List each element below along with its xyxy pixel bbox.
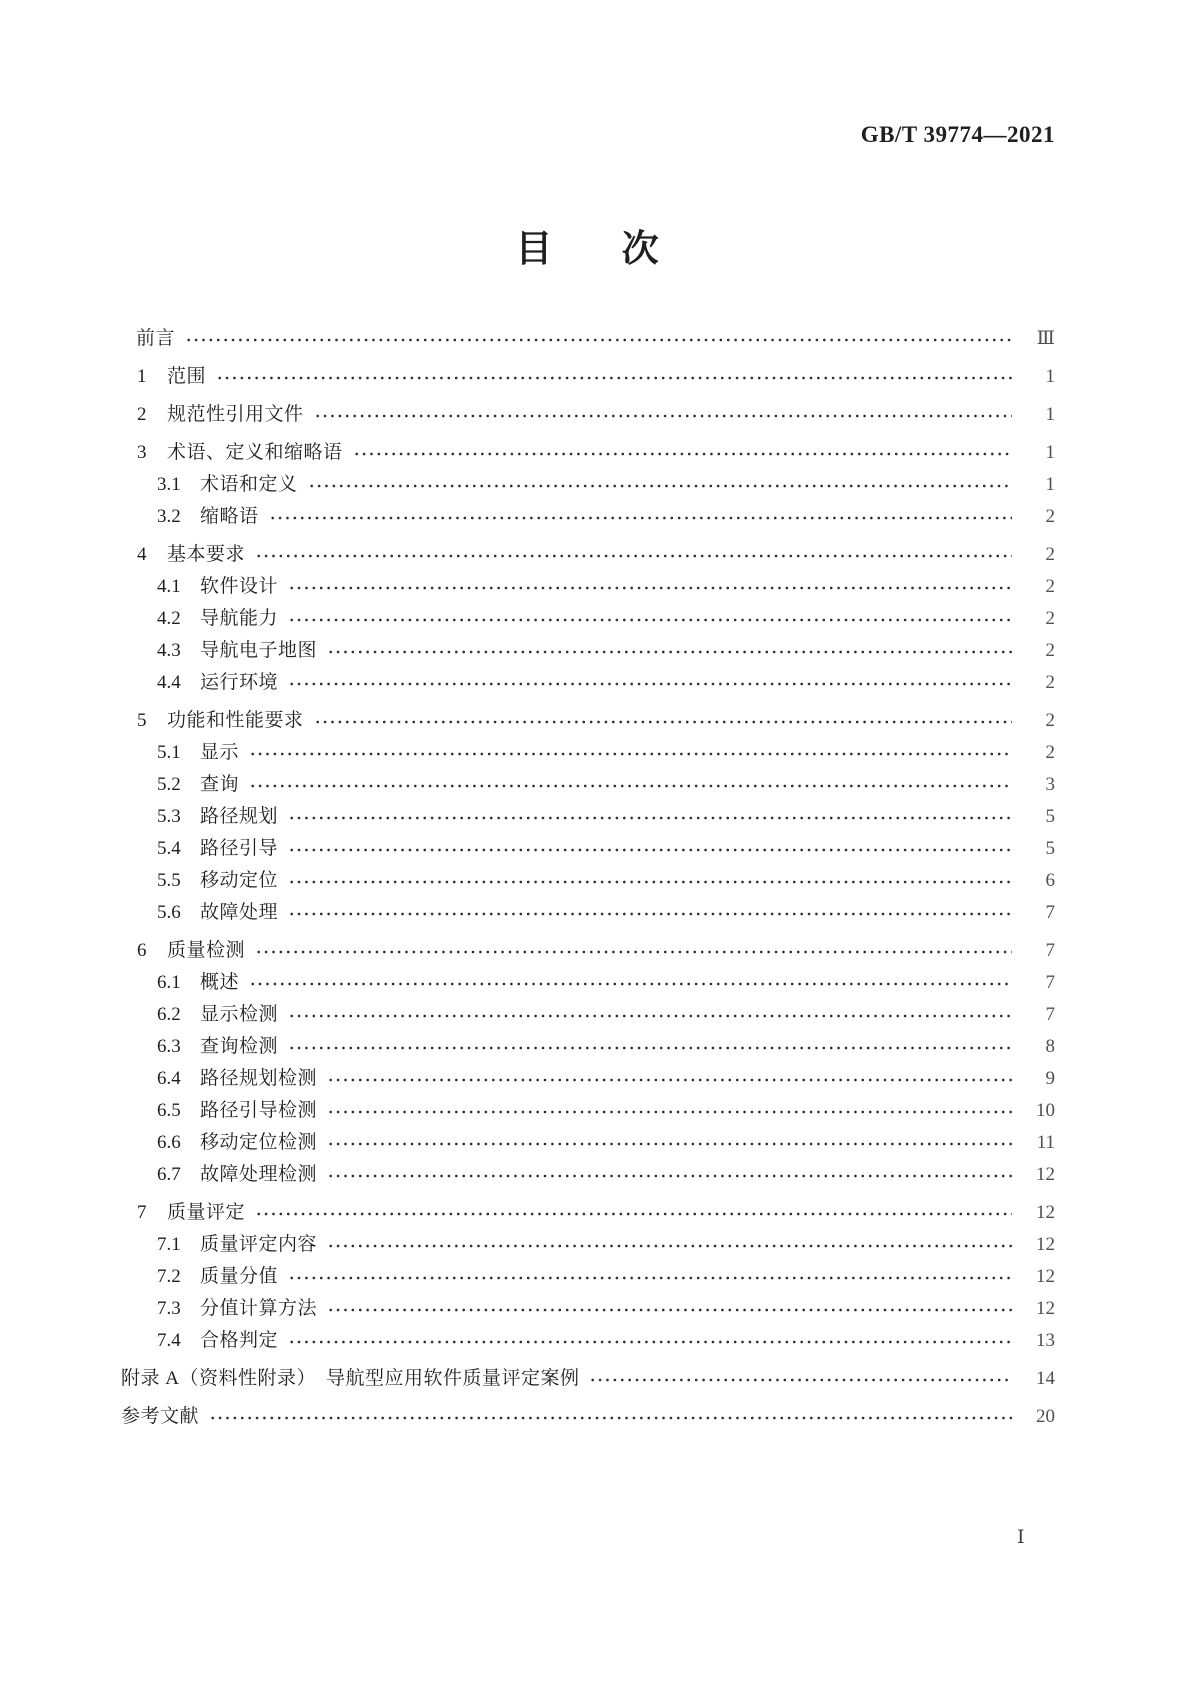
toc-leader-dots <box>327 1108 1012 1116</box>
toc-leader-dots <box>288 680 1012 688</box>
toc-row <box>121 1063 1055 1095</box>
toc-entry-number: 3.2 <box>157 506 181 527</box>
toc-entry-page: 9 <box>1045 1068 1055 1089</box>
toc-entry-number: 1 <box>137 366 147 387</box>
toc-entry-page: 11 <box>1036 1132 1055 1153</box>
toc-row <box>121 1293 1055 1325</box>
toc-leader-dots <box>288 1012 1012 1020</box>
toc-entry-label: 基本要求 <box>167 544 246 565</box>
toc-entry-page: 1 <box>1045 366 1055 387</box>
toc-leader-dots <box>327 1140 1012 1148</box>
toc-entry-label: 故障处理检测 <box>200 1164 318 1185</box>
toc-row <box>121 539 1055 571</box>
toc-entry-number: 4 <box>137 544 147 565</box>
toc-entry-number: 6.6 <box>157 1132 181 1153</box>
toc-entry-number: 5 <box>137 710 147 731</box>
toc-row <box>121 469 1055 501</box>
toc-entry-number: 6.3 <box>157 1036 181 1057</box>
toc-entry-page: 20 <box>1036 1406 1055 1427</box>
toc-entry-page: 12 <box>1036 1234 1055 1255</box>
toc-entry-label: 质量分值 <box>200 1266 279 1287</box>
toc-entry-label: 显示检测 <box>200 1004 279 1025</box>
toc-row <box>121 935 1055 967</box>
toc-leader-dots <box>327 1242 1012 1250</box>
toc-leader-dots <box>185 336 1012 344</box>
toc-row <box>121 571 1055 603</box>
toc-entry-label: 查询检测 <box>200 1036 279 1057</box>
toc-entry-number: 3 <box>137 442 147 463</box>
toc-entry-label: 移动定位检测 <box>200 1132 318 1153</box>
toc-leader-dots <box>288 616 1012 624</box>
toc-leader-dots <box>314 412 1012 420</box>
toc-entry-label: 导航能力 <box>200 608 279 629</box>
toc-entry-number: 7 <box>137 1202 147 1223</box>
toc-entry-number: 4.3 <box>157 640 181 661</box>
toc-row <box>121 1261 1055 1293</box>
toc-entry-page: 10 <box>1036 1100 1055 1121</box>
toc-entry-number: 5.2 <box>157 774 181 795</box>
toc-entry-label: 质量检测 <box>167 940 246 961</box>
toc-leader-dots <box>327 1306 1012 1314</box>
toc-entry-number: 5.5 <box>157 870 181 891</box>
toc-entry-label: 路径规划检测 <box>200 1068 318 1089</box>
toc-leader-dots <box>288 878 1012 886</box>
toc-entry-label: 质量评定内容 <box>200 1234 318 1255</box>
toc-entry-number: 7.2 <box>157 1266 181 1287</box>
content-area <box>121 0 1055 1684</box>
toc-leader-dots <box>249 782 1012 790</box>
toc-entry-page: 1 <box>1045 442 1055 463</box>
toc-row <box>121 635 1055 667</box>
standard-code: GB/T 39774—2021 <box>860 122 1055 147</box>
toc-row <box>121 437 1055 469</box>
toc-leader-dots <box>314 718 1012 726</box>
toc-row <box>121 967 1055 999</box>
toc-leader-dots <box>353 450 1012 458</box>
toc-entry-label: 合格判定 <box>200 1330 279 1351</box>
toc-leader-dots <box>288 584 1012 592</box>
toc-entry-label: 运行环境 <box>200 672 279 693</box>
page-title: 目 次 <box>515 229 661 270</box>
toc-leader-dots <box>209 1414 1012 1422</box>
toc-leader-dots <box>288 846 1012 854</box>
toc-entry-page: 8 <box>1045 1036 1055 1057</box>
toc-entry-page: 13 <box>1036 1330 1055 1351</box>
toc-row <box>121 1127 1055 1159</box>
toc-row <box>121 1159 1055 1191</box>
toc-entry-page: Ⅲ <box>1036 328 1055 349</box>
toc-leader-dots <box>589 1376 1012 1384</box>
toc-entry-number: 5.6 <box>157 902 181 923</box>
toc-leader-dots <box>327 648 1012 656</box>
toc-entry-label: 概述 <box>200 972 240 993</box>
toc-row <box>121 897 1055 929</box>
toc-row <box>121 603 1055 635</box>
toc-entry-number: 4.1 <box>157 576 181 597</box>
toc-leader-dots <box>327 1172 1012 1180</box>
toc-entry-number: 3.1 <box>157 474 181 495</box>
toc-leader-dots <box>308 482 1012 490</box>
toc-row <box>121 323 1055 355</box>
toc-entry-number: 4.2 <box>157 608 181 629</box>
toc-entry-label: 质量评定 <box>167 1202 246 1223</box>
toc-row <box>121 999 1055 1031</box>
toc-entry-label: 软件设计 <box>200 576 279 597</box>
toc-entry-page: 2 <box>1045 506 1055 527</box>
toc-entry-label: 功能和性能要求 <box>167 710 304 731</box>
toc-entry-page: 2 <box>1045 544 1055 565</box>
toc-leader-dots <box>216 374 1012 382</box>
toc-entry-page: 2 <box>1045 576 1055 597</box>
toc-row <box>121 801 1055 833</box>
toc-entry-label: 分值计算方法 <box>200 1298 318 1319</box>
toc-entry-page: 1 <box>1045 404 1055 425</box>
toc-entry-number: 5.4 <box>157 838 181 859</box>
toc-entry-number: 5.3 <box>157 806 181 827</box>
toc-entry-label: 故障处理 <box>200 902 279 923</box>
toc-entry-page: 7 <box>1045 1004 1055 1025</box>
toc-entry-number: 5.1 <box>157 742 181 763</box>
toc-row <box>121 399 1055 431</box>
toc-entry-label: 前言 <box>136 328 176 349</box>
toc-entry-number: 6 <box>137 940 147 961</box>
toc-entry-label: 术语和定义 <box>200 474 298 495</box>
toc-entry-number: 7.3 <box>157 1298 181 1319</box>
toc-entry-page: 6 <box>1045 870 1055 891</box>
toc-entry-number: 7.4 <box>157 1330 181 1351</box>
toc-row <box>121 361 1055 393</box>
toc-leader-dots <box>249 750 1012 758</box>
toc-entry-label: 导航电子地图 <box>200 640 318 661</box>
toc-entry-label: 附录 A（资料性附录） 导航型应用软件质量评定案例 <box>121 1368 580 1389</box>
toc-entry-page: 5 <box>1045 806 1055 827</box>
toc-entry-page: 14 <box>1036 1368 1055 1389</box>
toc-leader-dots <box>255 948 1012 956</box>
toc-leader-dots <box>249 980 1012 988</box>
toc-row <box>121 1095 1055 1127</box>
toc-row <box>121 1363 1055 1395</box>
toc-entry-page: 2 <box>1045 742 1055 763</box>
toc-entry-page: 2 <box>1045 672 1055 693</box>
toc-row <box>121 1031 1055 1063</box>
toc-leader-dots <box>288 1274 1012 1282</box>
toc-row <box>121 737 1055 769</box>
toc-row <box>121 1229 1055 1261</box>
toc-leader-dots <box>288 1044 1012 1052</box>
toc-list <box>121 323 1055 1433</box>
toc-entry-page: 12 <box>1036 1164 1055 1185</box>
toc-entry-page: 1 <box>1045 474 1055 495</box>
toc-row <box>121 865 1055 897</box>
toc-row <box>121 667 1055 699</box>
toc-entry-number: 6.7 <box>157 1164 181 1185</box>
toc-entry-page: 7 <box>1045 902 1055 923</box>
toc-row <box>121 769 1055 801</box>
toc-entry-label: 缩略语 <box>200 506 259 527</box>
toc-entry-page: 12 <box>1036 1266 1055 1287</box>
toc-row <box>121 833 1055 865</box>
toc-leader-dots <box>255 1210 1012 1218</box>
toc-entry-page: 7 <box>1045 940 1055 961</box>
toc-row <box>121 1401 1055 1433</box>
toc-row <box>121 1197 1055 1229</box>
toc-entry-page: 5 <box>1045 838 1055 859</box>
toc-entry-page: 2 <box>1045 640 1055 661</box>
toc-entry-number: 6.4 <box>157 1068 181 1089</box>
toc-entry-number: 4.4 <box>157 672 181 693</box>
toc-entry-label: 规范性引用文件 <box>167 404 304 425</box>
toc-entry-page: 3 <box>1045 774 1055 795</box>
toc-entry-label: 路径规划 <box>200 806 279 827</box>
toc-entry-label: 查询 <box>200 774 240 795</box>
toc-leader-dots <box>255 552 1012 560</box>
toc-entry-number: 7.1 <box>157 1234 181 1255</box>
toc-entry-label: 显示 <box>200 742 240 763</box>
toc-entry-label: 范围 <box>167 366 207 387</box>
toc-entry-page: 12 <box>1036 1298 1055 1319</box>
toc-entry-page: 7 <box>1045 972 1055 993</box>
toc-row <box>121 501 1055 533</box>
toc-entry-number: 2 <box>137 404 147 425</box>
toc-entry-label: 参考文献 <box>121 1406 200 1427</box>
toc-entry-number: 6.2 <box>157 1004 181 1025</box>
toc-entry-page: 12 <box>1036 1202 1055 1223</box>
footer-page-number: Ⅰ <box>1017 1527 1025 1548</box>
toc-entry-label: 路径引导 <box>200 838 279 859</box>
toc-leader-dots <box>269 514 1012 522</box>
toc-row <box>121 705 1055 737</box>
toc-entry-label: 移动定位 <box>200 870 279 891</box>
toc-leader-dots <box>288 910 1012 918</box>
toc-leader-dots <box>327 1076 1012 1084</box>
toc-leader-dots <box>288 814 1012 822</box>
toc-entry-label: 术语、定义和缩略语 <box>167 442 343 463</box>
toc-row <box>121 1325 1055 1357</box>
toc-leader-dots <box>288 1338 1012 1346</box>
toc-entry-label: 路径引导检测 <box>200 1100 318 1121</box>
toc-entry-page: 2 <box>1045 710 1055 731</box>
toc-entry-page: 2 <box>1045 608 1055 629</box>
toc-entry-number: 6.5 <box>157 1100 181 1121</box>
toc-entry-number: 6.1 <box>157 972 181 993</box>
